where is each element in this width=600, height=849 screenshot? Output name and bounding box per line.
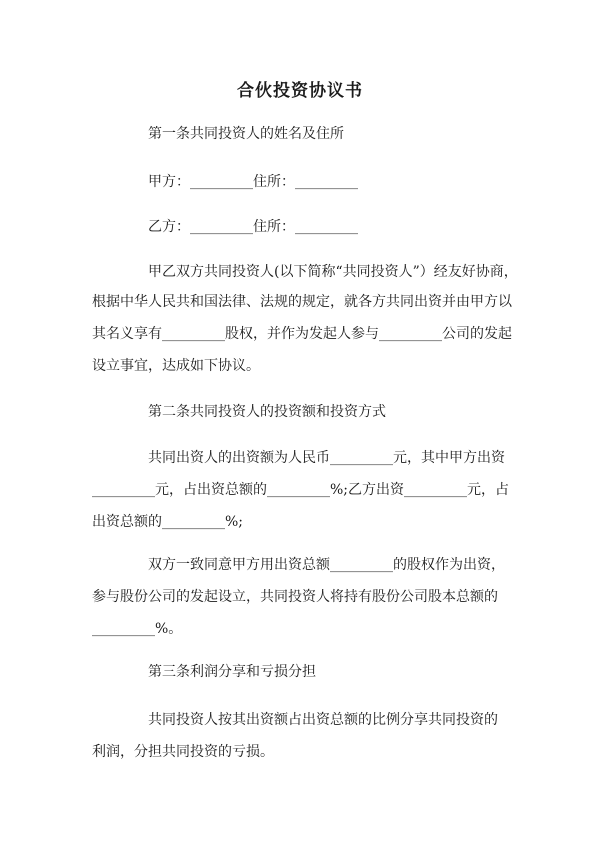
paragraph-line: 设立事宜，达成如下协议。 xyxy=(92,358,260,374)
article-1-heading: 第一条共同投资人的姓名及住所 xyxy=(148,126,344,142)
paragraph-line: 利润，分担共同投资的亏损。 xyxy=(92,744,274,760)
paragraph-line: 出资总额的_________%; xyxy=(92,514,244,530)
paragraph-line: _________元，占出资总额的_________%;乙方出资_________元，占 xyxy=(92,482,510,498)
party-a-line: 甲方：_________住所：_________ xyxy=(148,174,358,190)
article-2-heading: 第二条共同投资人的投资额和投资方式 xyxy=(148,404,386,420)
document-title: 合伙投资协议书 xyxy=(237,81,363,101)
paragraph-line: 共同出资人的出资额为人民币_________元，其中甲方出资 xyxy=(148,450,505,466)
paragraph-line: 根据中华人民共和国法律、法规的规定，就各方共同出资并由甲方以 xyxy=(92,294,512,310)
paragraph-line: _________%。 xyxy=(92,621,183,637)
paragraph-line: 参与股份公司的发起设立，共同投资人将持有股份公司股本总额的 xyxy=(92,589,498,605)
paragraph-line: 共同投资人按其出资额占出资总额的比例分享共同投资的 xyxy=(148,712,498,728)
paragraph-line: 甲乙双方共同投资人(以下简称“共同投资人”）经友好协商， xyxy=(148,264,518,280)
article-3-heading: 第三条利润分享和亏损分担 xyxy=(148,664,316,680)
paragraph-line: 其名义享有_________股权，并作为发起人参与_________公司的发起 xyxy=(92,326,512,342)
paragraph-line: 双方一致同意甲方用出资总额_________的股权作为出资， xyxy=(148,557,505,573)
party-b-line: 乙方：_________住所：_________ xyxy=(148,219,358,235)
